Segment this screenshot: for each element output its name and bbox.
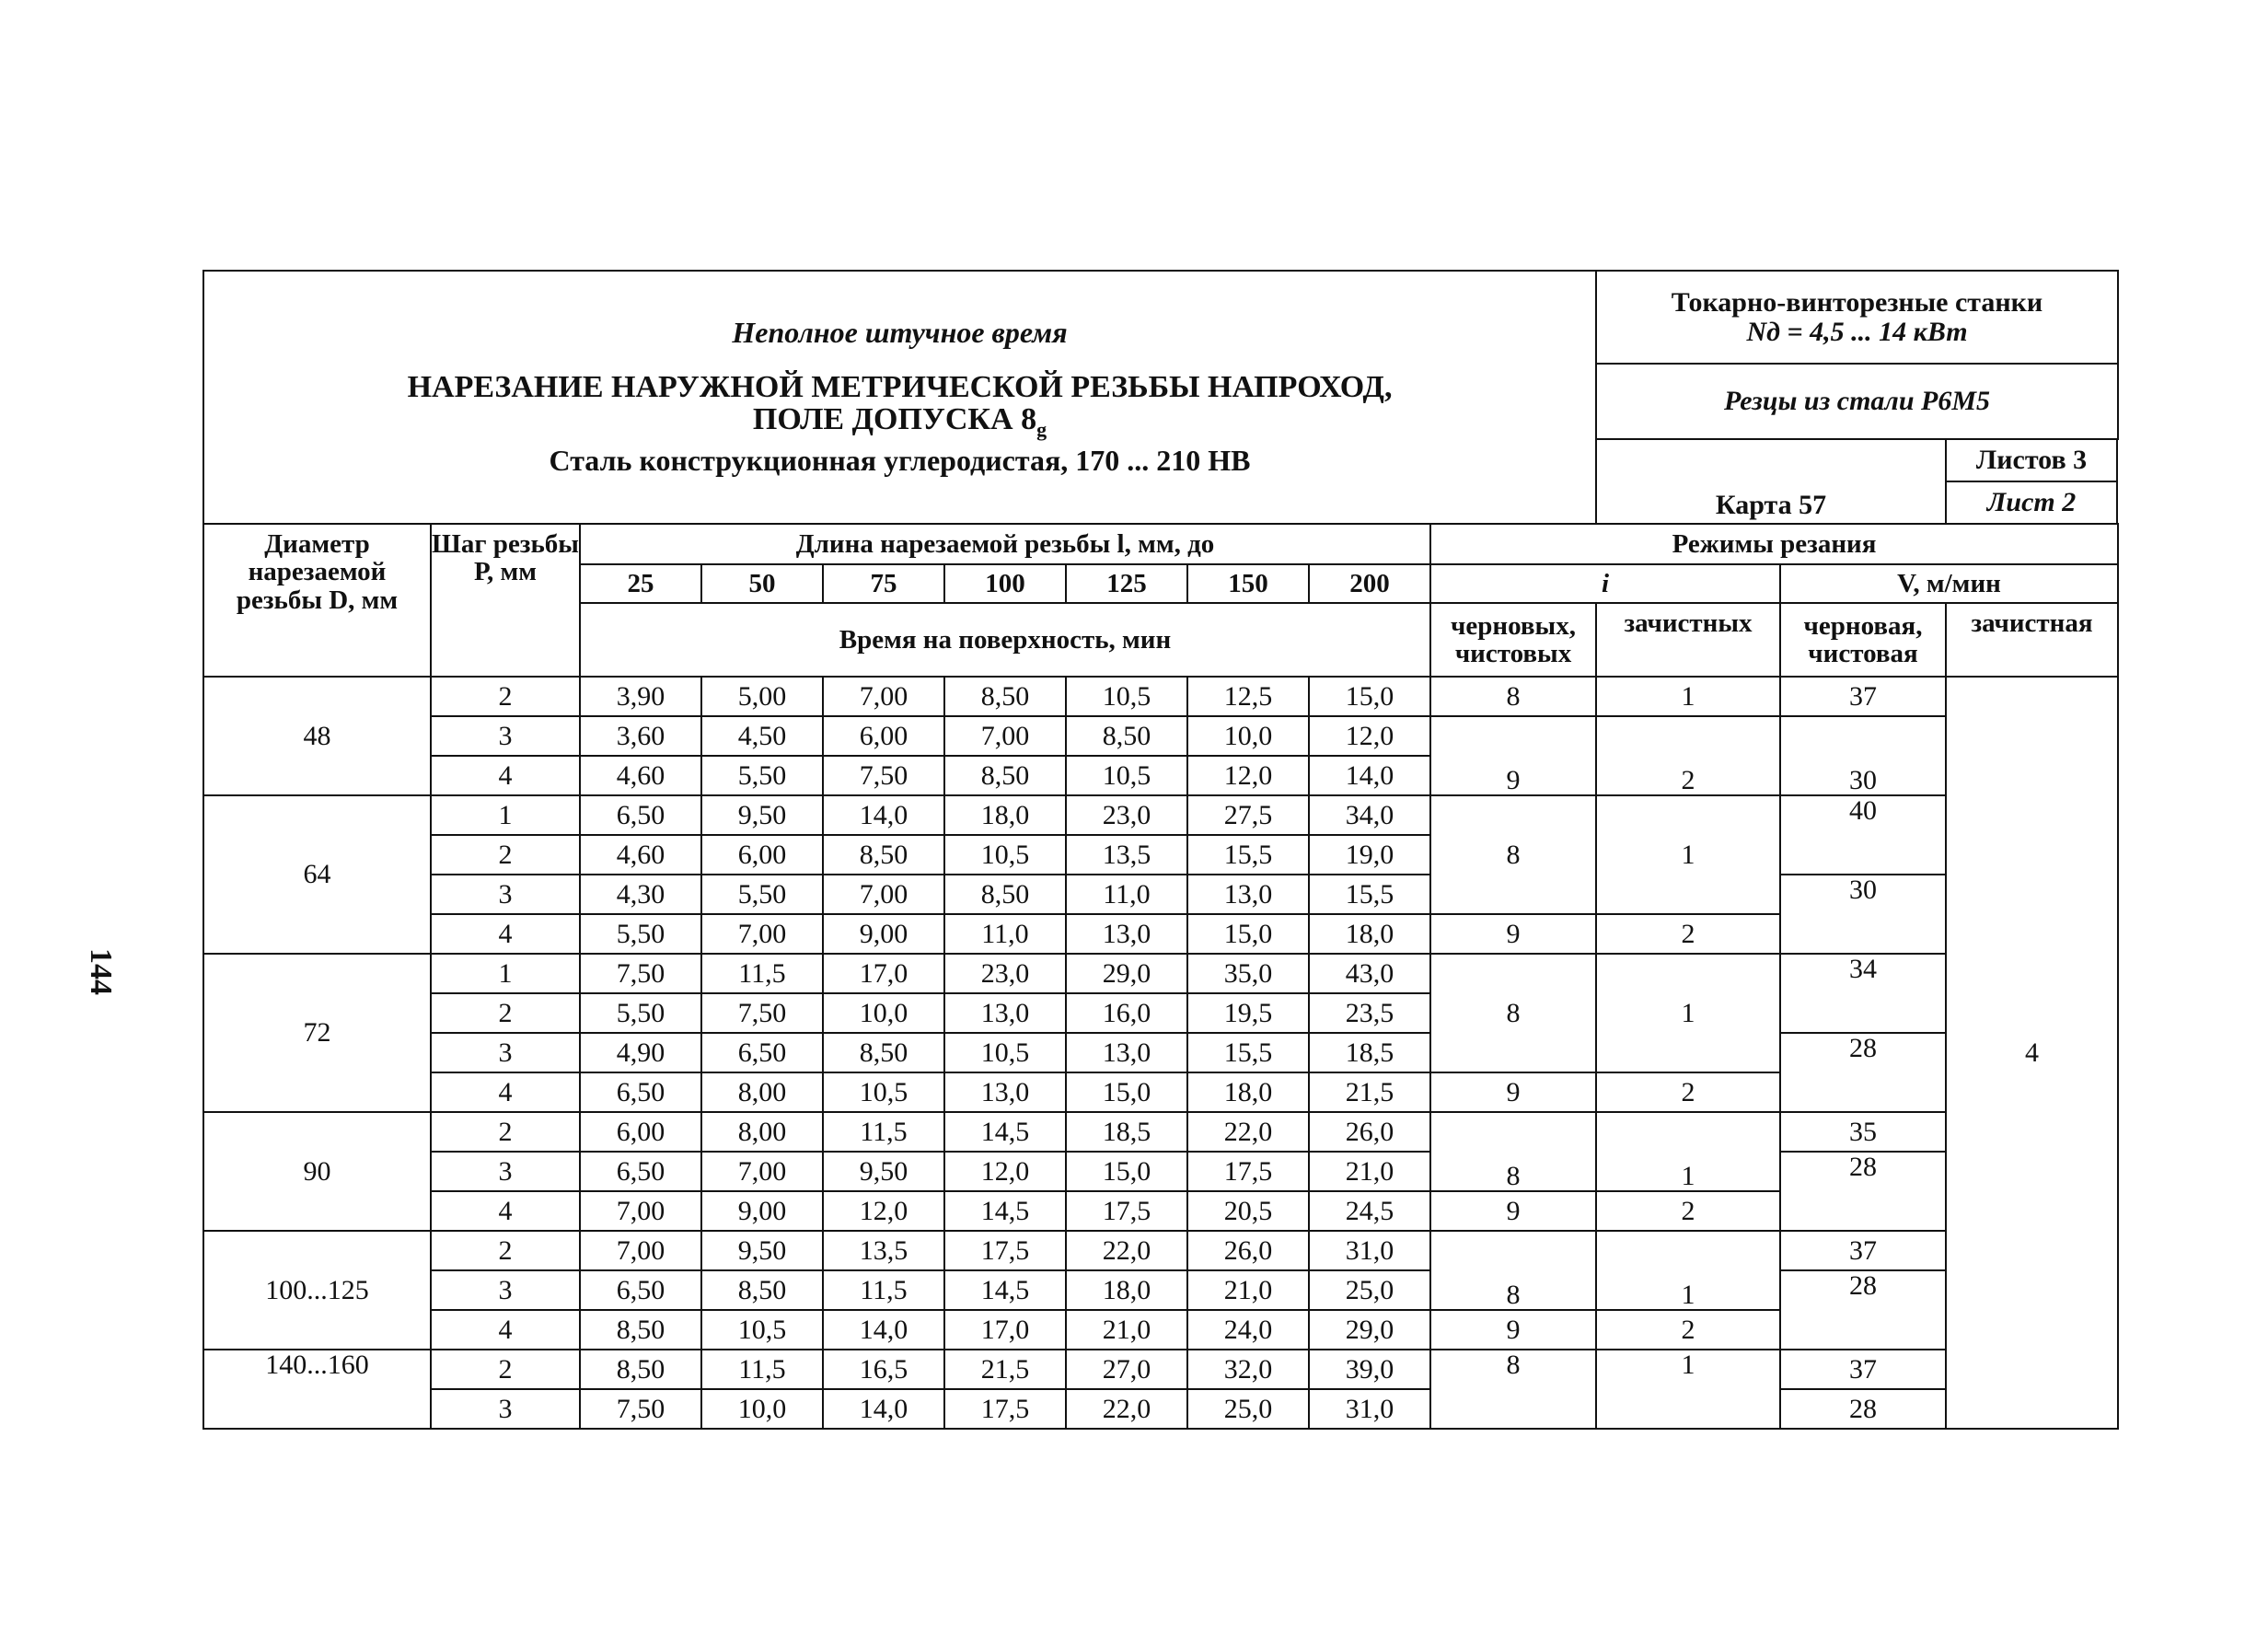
- time-cell: 15,0: [1066, 1152, 1187, 1191]
- time-cell: 8,50: [580, 1350, 701, 1389]
- i-rough-cell: 9: [1430, 1191, 1596, 1231]
- v-rough-cell: 28: [1780, 1270, 1946, 1350]
- time-cell: 14,5: [944, 1191, 1066, 1231]
- time-cell: 16,0: [1066, 993, 1187, 1033]
- time-cell: 22,0: [1187, 1112, 1309, 1152]
- i-rough-cell: 9: [1430, 716, 1596, 795]
- time-cell: 14,5: [944, 1270, 1066, 1310]
- time-cell: 18,0: [944, 795, 1066, 835]
- i-rough-cell: 8: [1430, 1112, 1596, 1191]
- diameter-cell: 100...125: [203, 1231, 431, 1350]
- v-rough-cell: 34: [1780, 954, 1946, 1033]
- time-cell: 17,5: [944, 1231, 1066, 1270]
- time-cell: 10,0: [823, 993, 944, 1033]
- time-cell: 4,90: [580, 1033, 701, 1072]
- time-cell: 5,00: [701, 677, 823, 716]
- time-cell: 9,50: [823, 1152, 944, 1191]
- time-cell: 14,0: [1309, 756, 1430, 795]
- time-cell: 4,60: [580, 835, 701, 875]
- time-cell: 9,50: [701, 1231, 823, 1270]
- v-rough-cell: 37: [1780, 1350, 1946, 1389]
- len-50: 50: [701, 564, 823, 603]
- machine-line-2: Nд = 4,5 ... 14 кВт: [1746, 316, 1968, 347]
- pitch-cell: 3: [431, 1033, 580, 1072]
- diameter-cell: 64: [203, 795, 431, 954]
- time-cell: 13,0: [944, 993, 1066, 1033]
- i-rough-cell: 9: [1430, 1310, 1596, 1350]
- len-125: 125: [1066, 564, 1187, 603]
- time-cell: 7,50: [823, 756, 944, 795]
- i-finish-cell: 1: [1596, 795, 1780, 914]
- time-cell: 9,00: [701, 1191, 823, 1231]
- table-row: [203, 1350, 2118, 1389]
- time-cell: 19,0: [1309, 835, 1430, 875]
- len-150: 150: [1187, 564, 1309, 603]
- time-cell: 15,0: [1309, 677, 1430, 716]
- table-row: [203, 1389, 2118, 1429]
- time-cell: 15,5: [1187, 1033, 1309, 1072]
- time-cell: 10,0: [701, 1389, 823, 1429]
- i-finish-cell: 1: [1596, 1112, 1780, 1191]
- i-rough-cell: 8: [1430, 954, 1596, 1072]
- time-cell: 10,5: [1066, 756, 1187, 795]
- time-cell: 34,0: [1309, 795, 1430, 835]
- time-cell: 35,0: [1187, 954, 1309, 993]
- pitch-cell: 3: [431, 1389, 580, 1429]
- time-cell: 8,00: [701, 1072, 823, 1112]
- i-finish-cell: 1: [1596, 1231, 1780, 1310]
- time-cell: 5,50: [701, 756, 823, 795]
- time-cell: 9,00: [823, 914, 944, 954]
- time-cell: 3,90: [580, 677, 701, 716]
- col-pitch: Шаг резьбы Р, мм: [431, 524, 580, 677]
- time-cell: 7,00: [823, 677, 944, 716]
- time-cell: 14,5: [944, 1112, 1066, 1152]
- time-cell: 3,60: [580, 716, 701, 756]
- time-cell: 15,5: [1187, 835, 1309, 875]
- col-modes: Режимы резания: [1430, 524, 2118, 564]
- pitch-cell: 4: [431, 914, 580, 954]
- time-cell: 12,0: [1187, 756, 1309, 795]
- v-rough-cell: 35: [1780, 1112, 1946, 1152]
- pitch-cell: 4: [431, 1310, 580, 1350]
- time-cell: 7,50: [580, 954, 701, 993]
- i-finish-cell: 2: [1596, 1191, 1780, 1231]
- i-finish-cell: 1: [1596, 954, 1780, 1072]
- time-cell: 7,00: [580, 1231, 701, 1270]
- len-200: 200: [1309, 564, 1430, 603]
- i-finish-cell: 2: [1596, 1072, 1780, 1112]
- table-row: [203, 1270, 2118, 1310]
- time-cell: 13,5: [1066, 835, 1187, 875]
- time-cell: 4,30: [580, 875, 701, 914]
- card-cell: Карта 57: [1596, 439, 1946, 524]
- time-cell: 22,0: [1066, 1389, 1187, 1429]
- time-cell: 20,5: [1187, 1191, 1309, 1231]
- table-row: [203, 1112, 2118, 1152]
- time-cell: 6,50: [580, 1152, 701, 1191]
- len-100: 100: [944, 564, 1066, 603]
- time-cell: 8,50: [823, 1033, 944, 1072]
- pitch-cell: 3: [431, 716, 580, 756]
- time-cell: 23,5: [1309, 993, 1430, 1033]
- title-line-2: ПОЛЕ ДОПУСКА $8_g$: [752, 402, 1047, 442]
- time-cell: 31,0: [1309, 1389, 1430, 1429]
- table-row: [203, 1033, 2118, 1072]
- time-cell: 17,0: [944, 1310, 1066, 1350]
- table-row: [203, 716, 2118, 756]
- time-cell: 11,5: [823, 1112, 944, 1152]
- time-cell: 14,0: [823, 795, 944, 835]
- col-v: V, м/мин: [1780, 564, 2118, 603]
- time-cell: 10,5: [701, 1310, 823, 1350]
- time-cell: 7,00: [823, 875, 944, 914]
- i-finish-cell: 2: [1596, 716, 1780, 795]
- pitch-cell: 4: [431, 1072, 580, 1112]
- time-cell: 13,0: [944, 1072, 1066, 1112]
- time-cell: 22,0: [1066, 1231, 1187, 1270]
- time-cell: 26,0: [1187, 1231, 1309, 1270]
- i-rough-cell: 9: [1430, 1072, 1596, 1112]
- pitch-cell: 3: [431, 1270, 580, 1310]
- v-rough-cell: 30: [1780, 875, 1946, 954]
- time-cell: 29,0: [1066, 954, 1187, 993]
- i-finish-cell: 2: [1596, 914, 1780, 954]
- tool-cell: Резцы из стали Р6М5: [1596, 364, 2118, 439]
- col-v-rough: черновая, чистовая: [1780, 603, 1946, 677]
- col-length-group: Длина нарезаемой резьбы l, мм, до: [580, 524, 1430, 564]
- time-cell: 29,0: [1309, 1310, 1430, 1350]
- title-line-1: НАРЕЗАНИЕ НАРУЖНОЙ МЕТРИЧЕСКОЙ РЕЗЬБЫ НАПРОХОД,: [407, 369, 1393, 404]
- v-rough-cell: 37: [1780, 677, 1946, 716]
- time-cell: 7,00: [701, 1152, 823, 1191]
- time-cell: 6,50: [580, 1072, 701, 1112]
- i-rough-cell: 8: [1430, 1231, 1596, 1310]
- time-cell: 15,0: [1187, 914, 1309, 954]
- time-cell: 10,5: [1066, 677, 1187, 716]
- time-cell: 5,50: [580, 993, 701, 1033]
- page-number: 144: [84, 948, 118, 995]
- title-block: [203, 271, 1596, 524]
- time-cell: 25,0: [1309, 1270, 1430, 1310]
- time-cell: 8,50: [823, 835, 944, 875]
- time-cell: 25,0: [1187, 1389, 1309, 1429]
- time-cell: 12,0: [944, 1152, 1066, 1191]
- time-cell: 18,5: [1309, 1033, 1430, 1072]
- time-cell: 7,00: [701, 914, 823, 954]
- i-rough-cell: 8: [1430, 795, 1596, 914]
- time-cell: 17,5: [1066, 1191, 1187, 1231]
- time-cell: 6,00: [823, 716, 944, 756]
- v-finish-cell: 4: [1946, 677, 2118, 1429]
- time-cell: 10,5: [823, 1072, 944, 1112]
- v-rough-cell: 28: [1780, 1152, 1946, 1231]
- time-cell: 12,5: [1187, 677, 1309, 716]
- pitch-cell: 2: [431, 1112, 580, 1152]
- time-cell: 43,0: [1309, 954, 1430, 993]
- time-cell: 13,0: [1187, 875, 1309, 914]
- time-cell: 7,50: [701, 993, 823, 1033]
- time-cell: 21,5: [1309, 1072, 1430, 1112]
- time-cell: 24,0: [1187, 1310, 1309, 1350]
- v-rough-cell: 40: [1780, 795, 1946, 875]
- col-time: Время на поверхность, мин: [580, 603, 1430, 677]
- time-cell: 10,0: [1187, 716, 1309, 756]
- time-cell: 18,5: [1066, 1112, 1187, 1152]
- time-cell: 15,0: [1066, 1072, 1187, 1112]
- v-rough-cell: 28: [1780, 1033, 1946, 1112]
- v-rough-cell: 37: [1780, 1231, 1946, 1270]
- time-cell: 18,0: [1187, 1072, 1309, 1112]
- time-cell: 21,0: [1066, 1310, 1187, 1350]
- time-cell: 8,50: [944, 875, 1066, 914]
- time-cell: 21,0: [1187, 1270, 1309, 1310]
- time-cell: 21,5: [944, 1350, 1066, 1389]
- pitch-cell: 4: [431, 1191, 580, 1231]
- pitch-cell: 3: [431, 875, 580, 914]
- col-i-rough: черновых, чистовых: [1430, 603, 1596, 677]
- time-cell: 12,0: [1309, 716, 1430, 756]
- col-i-finish: зачистных: [1596, 603, 1780, 677]
- i-finish-cell: 2: [1596, 1310, 1780, 1350]
- time-cell: 21,0: [1309, 1152, 1430, 1191]
- col-v-finish: зачистная: [1946, 603, 2118, 677]
- time-cell: 13,0: [1066, 914, 1187, 954]
- time-cell: 8,50: [944, 756, 1066, 795]
- col-diameter: Диаметр нарезаемой резьбы D, мм: [203, 524, 431, 677]
- time-cell: 8,50: [1066, 716, 1187, 756]
- time-cell: 5,50: [701, 875, 823, 914]
- table-row: [203, 954, 2118, 993]
- time-cell: 11,5: [823, 1270, 944, 1310]
- table-row: [203, 1152, 2118, 1191]
- time-cell: 6,50: [701, 1033, 823, 1072]
- i-rough-cell: 8: [1430, 677, 1596, 716]
- time-cell: 11,5: [701, 1350, 823, 1389]
- pitch-cell: 2: [431, 993, 580, 1033]
- time-cell: 17,5: [1187, 1152, 1309, 1191]
- pitch-cell: 2: [431, 1350, 580, 1389]
- time-cell: 11,0: [1066, 875, 1187, 914]
- machine-line-1: Токарно-винторезные станки: [1671, 287, 2043, 318]
- diameter-cell: 140...160: [203, 1350, 431, 1429]
- time-cell: 27,0: [1066, 1350, 1187, 1389]
- time-cell: 17,0: [823, 954, 944, 993]
- time-cell: 6,50: [580, 795, 701, 835]
- time-cell: 8,50: [944, 677, 1066, 716]
- time-cell: 26,0: [1309, 1112, 1430, 1152]
- time-cell: 7,00: [944, 716, 1066, 756]
- v-rough-cell: 28: [1780, 1389, 1946, 1429]
- i-rough-cell: 9: [1430, 914, 1596, 954]
- time-cell: 6,00: [580, 1112, 701, 1152]
- time-cell: 6,00: [701, 835, 823, 875]
- time-cell: 8,50: [701, 1270, 823, 1310]
- subtitle: Неполное штучное время: [732, 316, 1068, 350]
- pitch-cell: 1: [431, 795, 580, 835]
- time-cell: 24,5: [1309, 1191, 1430, 1231]
- pitch-cell: 1: [431, 954, 580, 993]
- time-cell: 11,0: [944, 914, 1066, 954]
- i-finish-cell: 1: [1596, 677, 1780, 716]
- pitch-cell: 2: [431, 835, 580, 875]
- i-finish-cell: 1: [1596, 1350, 1780, 1429]
- time-cell: 19,5: [1187, 993, 1309, 1033]
- norm-table: [202, 270, 2119, 1430]
- title-line-3: Сталь конструкционная углеродистая, 170 ... 210 НВ: [549, 444, 1251, 478]
- diameter-cell: 48: [203, 677, 431, 795]
- time-cell: 5,50: [580, 914, 701, 954]
- time-cell: 31,0: [1309, 1231, 1430, 1270]
- time-cell: 10,5: [944, 835, 1066, 875]
- table-row: [203, 677, 2118, 716]
- col-i: i: [1430, 564, 1780, 603]
- time-cell: 18,0: [1066, 1270, 1187, 1310]
- len-75: 75: [823, 564, 944, 603]
- len-25: 25: [580, 564, 701, 603]
- time-cell: 6,50: [580, 1270, 701, 1310]
- diameter-cell: 72: [203, 954, 431, 1112]
- pitch-cell: 4: [431, 756, 580, 795]
- time-cell: 16,5: [823, 1350, 944, 1389]
- diameter-cell: 90: [203, 1112, 431, 1231]
- time-cell: 12,0: [823, 1191, 944, 1231]
- time-cell: 14,0: [823, 1389, 944, 1429]
- time-cell: 39,0: [1309, 1350, 1430, 1389]
- time-cell: 7,00: [580, 1191, 701, 1231]
- time-cell: 17,5: [944, 1389, 1066, 1429]
- pitch-cell: 2: [431, 1231, 580, 1270]
- time-cell: 10,5: [944, 1033, 1066, 1072]
- time-cell: 4,50: [701, 716, 823, 756]
- time-cell: 13,0: [1066, 1033, 1187, 1072]
- time-cell: 15,5: [1309, 875, 1430, 914]
- time-cell: 8,50: [580, 1310, 701, 1350]
- time-cell: 18,0: [1309, 914, 1430, 954]
- time-cell: 27,5: [1187, 795, 1309, 835]
- pitch-cell: 3: [431, 1152, 580, 1191]
- time-cell: 8,00: [701, 1112, 823, 1152]
- time-cell: 13,5: [823, 1231, 944, 1270]
- time-cell: 4,60: [580, 756, 701, 795]
- table-row: [203, 795, 2118, 835]
- i-rough-cell: 8: [1430, 1350, 1596, 1429]
- machine-cell: [1596, 271, 2118, 364]
- time-cell: 23,0: [1066, 795, 1187, 835]
- sheet-no: Лист 2: [1947, 482, 2118, 523]
- table-row: [203, 875, 2118, 914]
- time-cell: 32,0: [1187, 1350, 1309, 1389]
- v-rough-cell: 30: [1780, 716, 1946, 795]
- time-cell: 7,50: [580, 1389, 701, 1429]
- time-cell: 23,0: [944, 954, 1066, 993]
- time-cell: 9,50: [701, 795, 823, 835]
- table-row: [203, 1231, 2118, 1270]
- sheets-total: Листов 3: [1947, 438, 2118, 482]
- time-cell: 11,5: [701, 954, 823, 993]
- time-cell: 14,0: [823, 1310, 944, 1350]
- pitch-cell: 2: [431, 677, 580, 716]
